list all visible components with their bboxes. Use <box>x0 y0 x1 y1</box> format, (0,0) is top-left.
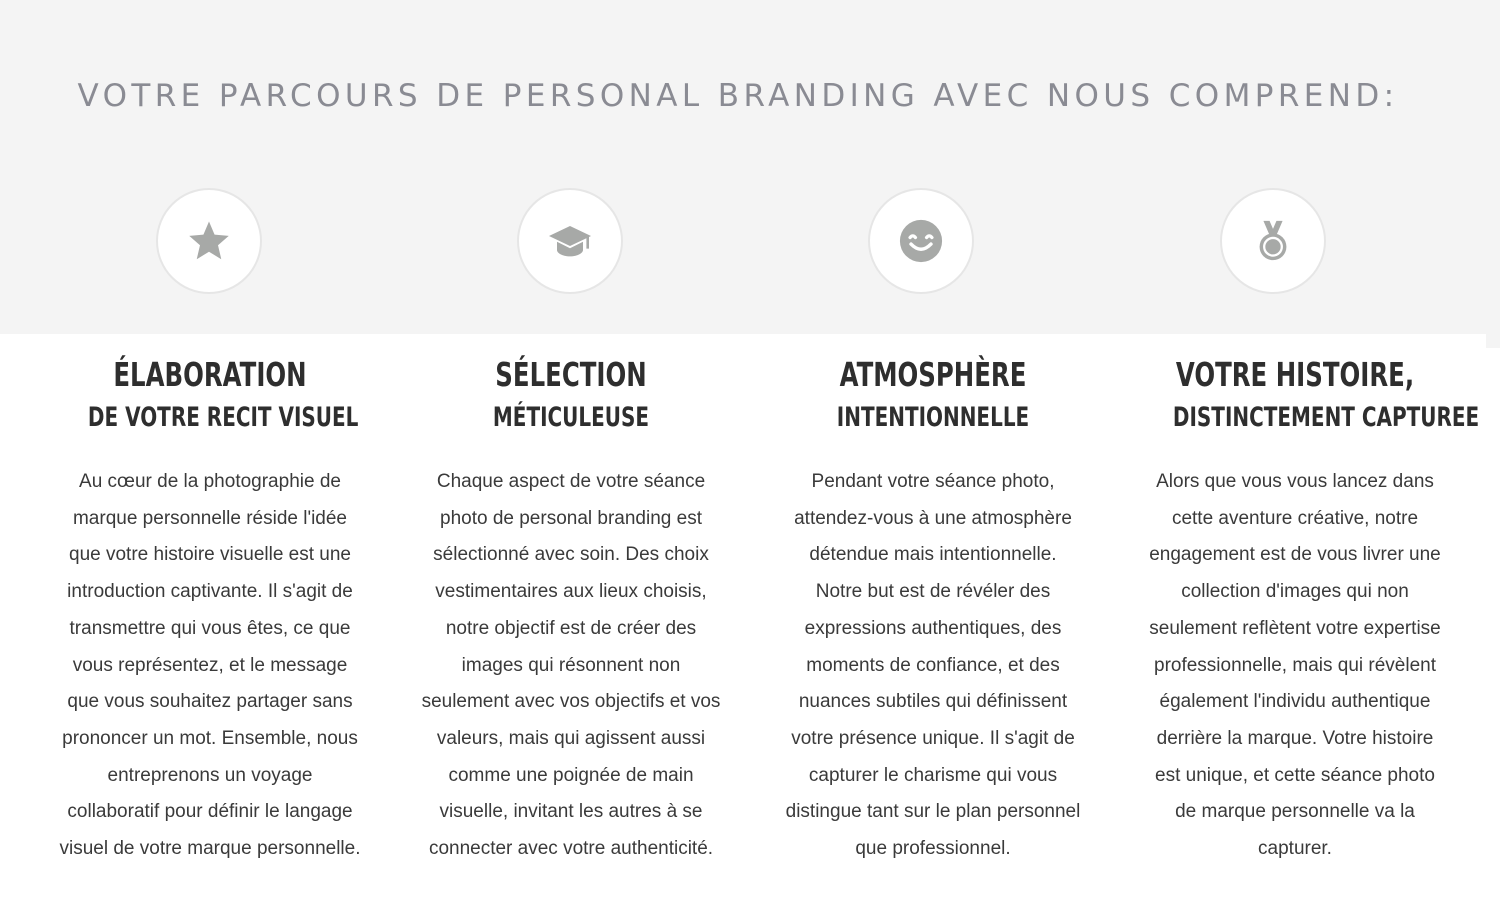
description-line: visuelle, invitant les autres à se <box>439 801 703 823</box>
description-line: connecter avec votre authenticité. <box>428 838 714 860</box>
feature-subtitle: DE VOTRE RECIT VISUEL <box>87 402 359 433</box>
description-line: est unique, et cette séance photo <box>1155 764 1435 786</box>
description-line: photo de personal branding est <box>440 507 702 529</box>
feature-subtitle: INTENTIONNELLE <box>836 402 1030 433</box>
description-line: prononcer un mot. Ensemble, nous <box>62 727 358 749</box>
description-line: moments de confiance, et des <box>806 654 1060 676</box>
feature-subtitle: DISTINCTEMENT CAPTUREE <box>1172 402 1480 433</box>
description-line: expressions authentiques, des <box>804 617 1062 639</box>
description-line: de marque personnelle va la <box>1175 801 1415 823</box>
description-line: seulement reflètent votre expertise <box>1149 617 1441 639</box>
feature-column-4 <box>1130 352 1480 868</box>
description-line: que vous souhaitez partager sans <box>67 691 353 713</box>
description-line: entreprenons un voyage <box>107 764 313 786</box>
description-line: nuances subtiles qui définissent <box>798 691 1068 713</box>
description-line: images qui résonnent non <box>461 654 681 676</box>
description-line: seulement avec vos objectifs et vos <box>421 691 721 713</box>
description-line: introduction captivante. Il s'agit de <box>67 581 353 603</box>
description-line: Pendant votre séance photo, <box>811 471 1055 492</box>
description-line: distingue tant sur le plan personnel <box>785 801 1081 823</box>
description-line: derrière la marque. Votre histoire <box>1156 727 1434 749</box>
description-line: Chaque aspect de votre séance <box>436 471 706 492</box>
description-line: Alors que vous vous lancez dans <box>1156 471 1434 492</box>
description-line: engagement est de vous livrer une <box>1149 544 1441 566</box>
description-line: valeurs, mais qui agissent aussi <box>436 727 706 749</box>
description-line: visuel de votre marque personnelle. <box>59 838 361 860</box>
feature-description <box>768 464 1098 868</box>
feature-subtitle: MÉTICULEUSE <box>492 402 650 433</box>
feature-icon-circle-3 <box>870 190 972 292</box>
feature-icon-circle-1 <box>158 190 260 292</box>
description-line: Au cœur de la photographie de <box>79 471 341 492</box>
feature-icon-circle-4 <box>1222 190 1324 292</box>
feature-title: ÉLABORATION <box>113 355 307 394</box>
description-line: comme une poignée de main <box>448 764 694 786</box>
feature-column-3 <box>768 352 1098 868</box>
feature-description <box>45 464 375 868</box>
description-line: marque personnelle réside l'idée <box>72 507 347 529</box>
description-line: que votre histoire visuelle est une <box>69 544 351 566</box>
graduation-cap-icon <box>546 217 594 265</box>
description-line: collaboratif pour définir le langage <box>67 801 353 823</box>
description-line: notre objectif est de créer des <box>445 617 697 639</box>
description-line: votre présence unique. Il s'agit de <box>791 727 1075 749</box>
medal-icon <box>1250 218 1296 264</box>
description-line: sélectionné avec soin. Des choix <box>433 544 709 566</box>
feature-description <box>1130 464 1460 868</box>
feature-title: VOTRE HISTOIRE, <box>1175 355 1415 394</box>
description-line: également l'individu authentique <box>1159 691 1431 713</box>
description-line: cette aventure créative, notre <box>1171 507 1419 529</box>
feature-title: SÉLECTION <box>495 355 647 394</box>
feature-icon-circle-2 <box>519 190 621 292</box>
description-line: que professionnel. <box>855 838 1011 860</box>
page-title: VOTRE PARCOURS DE PERSONAL BRANDING AVEC NOUS COMPREND: <box>77 78 1399 114</box>
feature-title: ATMOSPHÈRE <box>839 355 1027 394</box>
header-band-edge <box>1486 334 1500 348</box>
description-line: capturer. <box>1258 838 1332 860</box>
smiley-icon <box>898 218 944 264</box>
star-icon <box>186 218 232 264</box>
description-line: détendue mais intentionnelle. <box>809 544 1057 566</box>
description-line: vous représentez, et le message <box>72 654 348 676</box>
feature-column-1 <box>45 352 375 868</box>
description-line: capturer le charisme qui vous <box>808 764 1058 786</box>
feature-column-2 <box>406 352 736 868</box>
feature-description <box>406 464 736 868</box>
description-line: professionnelle, mais qui révèlent <box>1154 654 1436 676</box>
description-line: transmettre qui vous êtes, ce que <box>69 617 351 639</box>
description-line: vestimentaires aux lieux choisis, <box>435 581 707 603</box>
description-line: attendez-vous à une atmosphère <box>794 507 1072 529</box>
description-line: collection d'images qui non <box>1181 581 1409 603</box>
description-line: Notre but est de révéler des <box>815 581 1051 603</box>
